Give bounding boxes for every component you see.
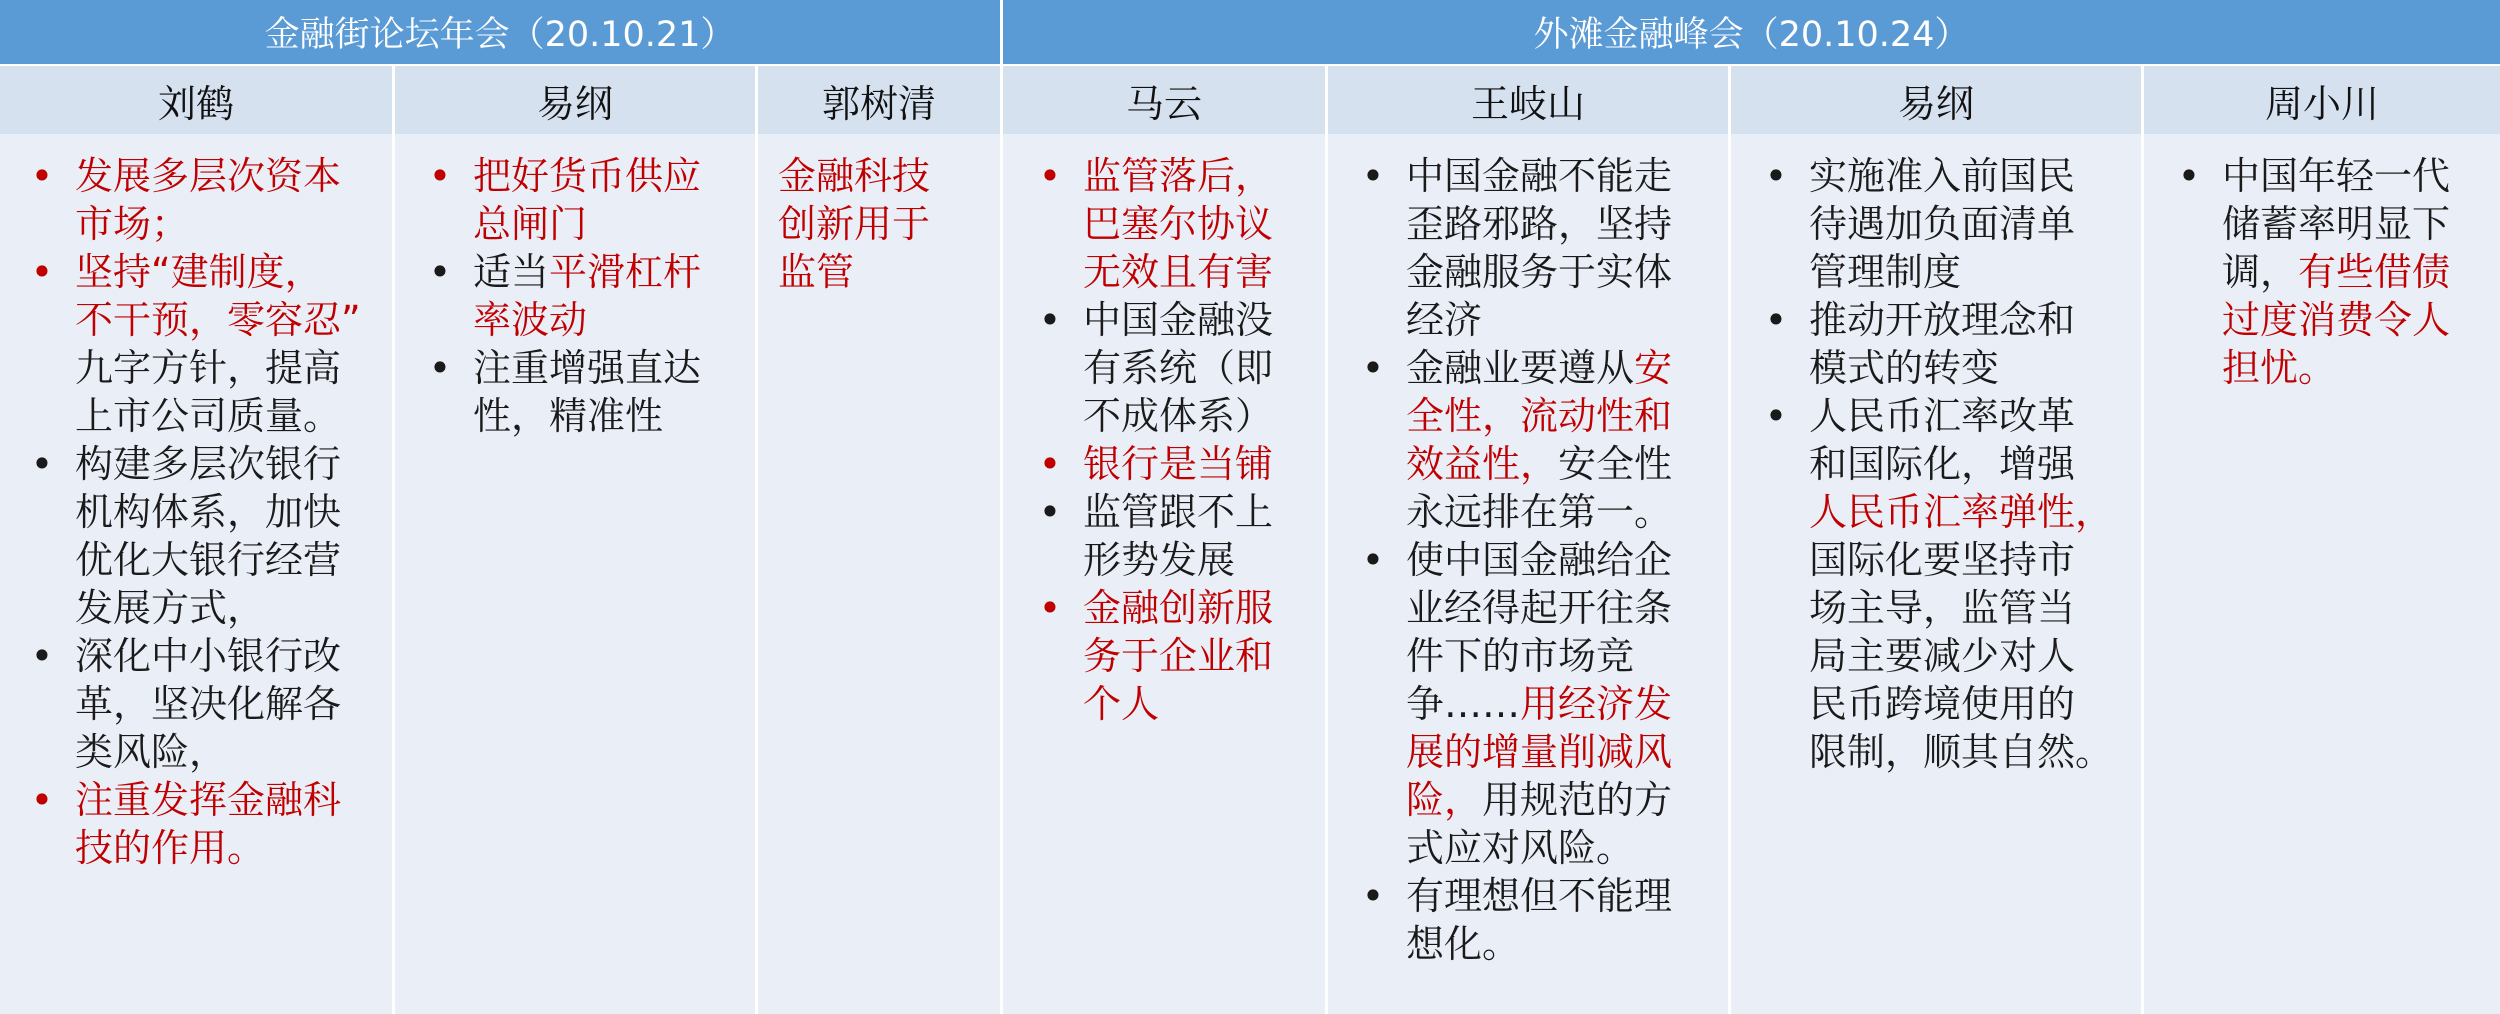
bullet-line [75,440,361,488]
bullet-item [1038,152,1274,296]
bullet-dot: • [1038,586,1062,630]
bullet-dot: • [1361,346,1385,390]
bullet-line [75,200,361,248]
bullet-item [1038,584,1274,728]
bullet-line [473,248,701,296]
bullet-item [778,152,930,296]
body-text: 实施准入前国民 [1809,154,2076,198]
bullet-item [428,248,702,344]
highlight-text: 平滑杠杆 [549,250,702,294]
name-zhouxiaochuan [2144,66,2500,134]
bullet-line [1083,248,1273,296]
body-text: 用规范的方 [1482,778,1673,822]
col-mayun [1003,134,1325,1014]
body-text: 安全性 [1558,442,1673,486]
bullet-line [1809,632,2113,680]
highlight-text: 不干预，零容忍” [75,298,361,342]
body-text: 金融服务于实体 [1406,250,1673,294]
bullet-list-mayun [1038,152,1274,728]
bullet-item [1038,296,1274,440]
body-text: 构建多层次银行 [75,442,342,486]
bullet-line [1406,296,1672,344]
name-yigang-1 [395,66,755,134]
body-text: 中国年轻一代 [2222,154,2451,198]
body-text: 形势发展 [1083,538,1236,582]
body-text: 中国金融没 [1083,298,1274,342]
bullet-item [30,152,361,248]
highlight-text: 银行是当铺 [1083,442,1274,486]
col-zhouxiaochuan [2144,134,2500,1014]
bullet-line [75,728,361,776]
bullet-item [30,776,361,872]
bullet-line [1406,200,1672,248]
bullet-line [1809,680,2113,728]
bullet-line [1406,536,1672,584]
bullet-line [1083,296,1273,344]
body-text: 民币跨境使用的 [1809,682,2076,726]
body-text: 业经得起开往条 [1406,586,1673,630]
body-text: 储蓄率明显下 [2222,202,2451,246]
body-text: 和国际化，增强 [1809,442,2076,486]
bullet-line [1406,728,1672,776]
body-text: 有系统（即 [1083,346,1274,390]
name-yigang-1-label: 易纲 [536,81,613,126]
bullet-item [1361,152,1673,344]
body-text: 类风险， [75,730,228,774]
bullet-line [2222,248,2450,296]
col-guoshuqing [758,134,1000,1014]
body-text: 有理想但不能理 [1406,874,1673,918]
bullet-dot: • [30,154,54,198]
name-wangqishan-label: 王岐山 [1470,81,1585,126]
bullet-line [1083,200,1273,248]
header-jinrongjie-forum-label: 金融街论坛年会（20.10.21） [264,15,736,55]
bullet-dot: • [30,634,54,678]
bullet-dot: • [428,250,452,294]
bullet-line [75,680,361,728]
bullet-line [75,344,361,392]
bullet-line [1406,488,1672,536]
name-wangqishan [1328,66,1728,134]
bullet-dot: • [1038,442,1062,486]
bullet-line [1406,248,1672,296]
highlight-text: 过度消费令人 [2222,298,2451,342]
body-text: 推动开放理念和 [1809,298,2076,342]
col-liuhe [0,134,392,1014]
bullet-line [1406,584,1672,632]
highlight-text: 市场； [75,202,190,246]
bullet-line [1406,392,1672,440]
highlight-text: 险， [1406,778,1483,822]
bullet-dot: • [1361,538,1385,582]
bullet-line [1809,152,2113,200]
bullet-item [2177,152,2451,392]
name-guoshuqing-label: 郭树清 [821,81,936,126]
bullet-item [1764,152,2113,296]
body-text: 革，坚决化解各 [75,682,342,726]
bullet-item [1764,392,2114,776]
highlight-text: 无效且有害 [1083,250,1274,294]
highlight-text: 巴塞尔协议 [1083,202,1274,246]
bullet-line [75,584,361,632]
bullet-line [778,200,930,248]
bullet-line [1406,920,1672,968]
bullet-line [1809,536,2113,584]
bullet-dot: • [428,154,452,198]
bullet-dot: • [30,250,54,294]
col-yigang-2 [1731,134,2141,1014]
body-text: 优化大银行经营 [75,538,342,582]
bullet-line [1083,680,1273,728]
body-text: 金融业要遵从 [1406,346,1635,390]
bullet-line [1809,200,2113,248]
body-text: 机构体系，加快 [75,490,342,534]
highlight-text: 人民币汇率弹性， [1809,490,2114,534]
bullet-item [1038,440,1274,488]
body-text: 待遇加负面清单 [1809,202,2076,246]
bullet-dot: • [30,442,54,486]
bullet-line [75,248,361,296]
body-text: 使中国金融给企 [1406,538,1673,582]
bullet-line [75,824,361,872]
highlight-text: 展的增量削减风 [1406,730,1673,774]
bullet-dot: • [1764,154,1788,198]
name-mayun [1003,66,1325,134]
bullet-line [1083,440,1273,488]
bullet-dot: • [2177,154,2201,198]
bullet-list-wangqishan [1361,152,1673,968]
body-text: 想化。 [1406,922,1521,966]
bullet-line [2222,200,2450,248]
bullet-line [1809,728,2113,776]
highlight-text: 用经济发 [1520,682,1673,726]
body-text: 注重增强直达 [473,346,702,390]
bullet-line [1809,344,2113,392]
bullet-line [473,296,701,344]
body-text: 性，精准性 [473,394,664,438]
bullet-line [1809,440,2113,488]
bullet-dot: • [1361,874,1385,918]
bullet-item [30,440,361,632]
body-text: 国际化要坚持市 [1809,538,2076,582]
bullet-line [1406,152,1672,200]
bullet-line [75,632,361,680]
body-text: 深化中小银行改 [75,634,342,678]
bullet-dot: • [30,778,54,822]
bullet-line [1809,296,2113,344]
name-zhouxiaochuan-label: 周小川 [2264,81,2379,126]
bullet-dot: • [1764,298,1788,342]
bullet-line [1406,344,1672,392]
col-wangqishan [1328,134,1728,1014]
body-text: 场主导，监管当 [1809,586,2076,630]
bullet-list-yigang-1 [428,152,702,440]
bullet-line [1083,536,1273,584]
bullet-line [1083,584,1273,632]
body-text: 永远排在第一。 [1406,490,1673,534]
body-text: 九字方针，提高 [75,346,342,390]
bullet-line [1809,392,2113,440]
highlight-text: 全性，流动性和 [1406,394,1673,438]
highlight-text: 注重发挥金融科 [75,778,342,822]
bullet-list-guoshuqing [778,152,930,296]
bullet-line [75,536,361,584]
bullet-line [1406,632,1672,680]
bullet-line [1083,488,1273,536]
bullet-item [1361,872,1673,968]
bullet-item [428,152,702,248]
bullet-item [1038,488,1274,584]
bullet-dot: • [1038,154,1062,198]
bullet-line [778,248,930,296]
bullet-line [75,776,361,824]
highlight-text: 有些借债 [2298,250,2451,294]
highlight-text: 安 [1634,346,1673,390]
body-text: 争…… [1406,682,1521,726]
body-text: 发展方式， [75,586,266,630]
bullet-line [2222,152,2450,200]
highlight-text: 担忧。 [2222,346,2337,390]
bullet-line [473,392,701,440]
header-waitan-summit-label: 外滩金融峰会（20.10.24） [1533,15,1970,55]
body-text: 监管跟不上 [1083,490,1274,534]
body-text: 歪路邪路，坚持 [1406,202,1673,246]
name-liuhe-label: 刘鹤 [157,81,234,126]
bullet-line [75,152,361,200]
header-waitan-summit [1003,0,2500,64]
bullet-line [473,152,701,200]
bullet-line [1809,248,2113,296]
name-liuhe [0,66,392,134]
bullet-dot: • [1361,154,1385,198]
body-text: 调， [2222,250,2299,294]
bullet-line [1083,392,1273,440]
highlight-text: 金融科技 [778,154,931,198]
body-text: 件下的市场竞 [1406,634,1635,678]
bullet-line [1406,824,1672,872]
bullet-line [2222,344,2450,392]
body-text: 中国金融不能走 [1406,154,1673,198]
bullet-item [1361,344,1673,536]
body-text: 模式的转变 [1809,346,2000,390]
highlight-text: 坚持“建制度， [75,250,323,294]
body-text: 不成体系） [1083,394,1274,438]
body-text: 经济 [1406,298,1483,342]
name-yigang-2 [1731,66,2141,134]
name-yigang-2-label: 易纲 [1897,81,1974,126]
name-guoshuqing [758,66,1000,134]
bullet-item [30,248,361,440]
body-text: 管理制度 [1809,250,1962,294]
bullet-line [75,392,361,440]
bullet-line [1083,632,1273,680]
body-text: 人民币汇率改革 [1809,394,2076,438]
highlight-text: 发展多层次资本 [75,154,342,198]
bullet-dot: • [1038,490,1062,534]
highlight-text: 个人 [1083,682,1160,726]
bullet-list-zhouxiaochuan [2177,152,2451,392]
body-text: 式应对风险。 [1406,826,1635,870]
highlight-text: 总闸门 [473,202,588,246]
highlight-text: 创新用于 [778,202,931,246]
bullet-line [1809,584,2113,632]
bullet-line [1083,152,1273,200]
bullet-line [778,152,930,200]
bullet-line [75,488,361,536]
highlight-text: 务于企业和 [1083,634,1274,678]
body-text: 上市公司质量。 [75,394,342,438]
bullet-line [1083,344,1273,392]
highlight-text: 把好货币供应 [473,154,702,198]
col-yigang-1 [395,134,755,1014]
highlight-text: 技的作用。 [75,826,266,870]
header-jinrongjie-forum [0,0,1000,64]
bullet-item [1361,536,1673,872]
bullet-line [1406,440,1672,488]
highlight-text: 监管 [778,250,855,294]
bullet-dot: • [1038,298,1062,342]
bullet-line [473,344,701,392]
bullet-dot: • [1764,394,1788,438]
bullet-item [428,344,702,440]
bullet-line [1406,680,1672,728]
bullet-line [1406,872,1672,920]
highlight-text: 率波动 [473,298,588,342]
bullet-dot: • [428,346,452,390]
name-mayun-label: 马云 [1125,81,1202,126]
bullet-line [2222,296,2450,344]
bullet-line [473,200,701,248]
bullet-item [1764,296,2113,392]
bullet-list-yigang-2 [1764,152,2114,776]
body-text: 局主要减少对人 [1809,634,2076,678]
bullet-line [1406,776,1672,824]
bullet-line [1809,488,2113,536]
highlight-text: 监管落后， [1083,154,1274,198]
highlight-text: 效益性， [1406,442,1559,486]
highlight-text: 金融创新服 [1083,586,1274,630]
bullet-list-liuhe [30,152,361,872]
body-text: 适当 [473,250,550,294]
bullet-item [30,632,361,776]
body-text: 限制，顺其自然。 [1809,730,2114,774]
bullet-line [75,296,361,344]
